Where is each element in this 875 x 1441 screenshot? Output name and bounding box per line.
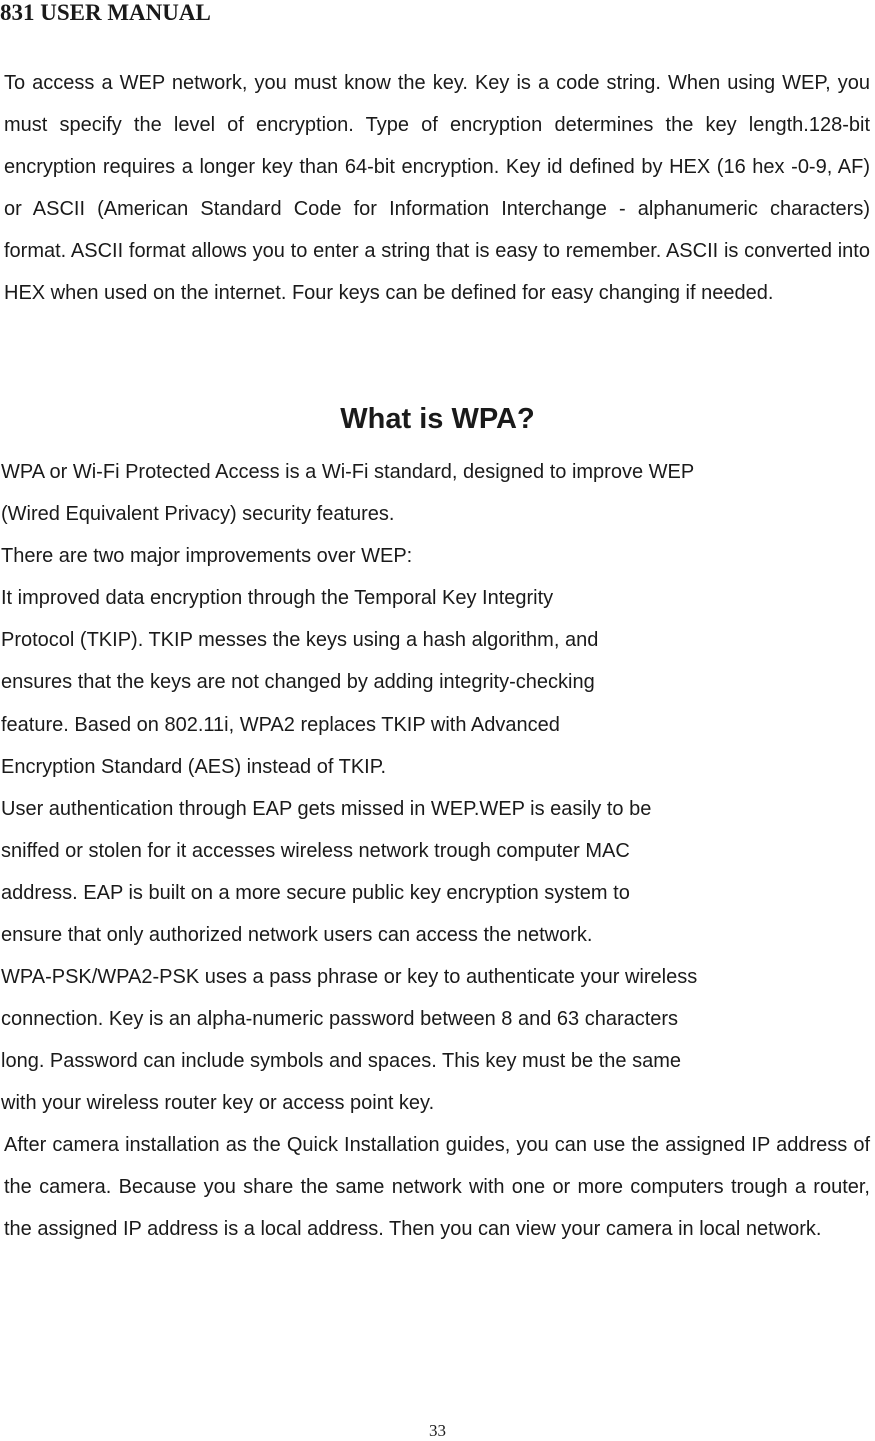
wpa-line: long. Password can include symbols and spaces. This key must be the same <box>1 1050 681 1073</box>
page-number: 33 <box>429 1421 446 1440</box>
wpa-line: User authentication through EAP gets missed in WEP.WEP is easily to be <box>1 797 652 820</box>
wpa-line: feature. Based on 802.11i, WPA2 replaces TKIP with Advanced <box>1 713 560 736</box>
wep-paragraph: To access a WEP network, you must know the key. Key is a code string. When using WEP, you must specify the level of encryption. Type of encryption determines the key length.128-bit encryption requires a longer key than 64-bit encryption. Key id defined by HEX (16 hex -0-9, AF) or ASCII (American Standard Code for Information Interchange - alphanumeric characters) format. ASCII format allows you to enter a string that is easy to remember. ASCII is converted into HEX when used on the internet. Four keys can be defined for easy changing if needed. <box>4 72 870 304</box>
wpa-line: ensure that only authorized network users can access the network. <box>1 924 593 947</box>
wpa-line: sniffed or stolen for it accesses wireless network trough computer MAC <box>1 839 630 862</box>
wpa-line: address. EAP is built on a more secure public key encryption system to <box>1 881 630 904</box>
wpa-section-heading: What is WPA? <box>340 403 535 435</box>
wpa-line: (Wired Equivalent Privacy) security features. <box>1 503 395 526</box>
wpa-line: ensures that the keys are not changed by adding integrity-checking <box>1 671 595 694</box>
wpa-line: Encryption Standard (AES) instead of TKIP. <box>1 755 387 778</box>
camera-paragraph: After camera installation as the Quick Installation guides, you can use the assigned IP address of the camera. Because you share the same network with one or more computers trough a router, the assigned IP address is a local address. Then you can view your camera in local network. <box>4 1134 870 1240</box>
wpa-line: WPA or Wi-Fi Protected Access is a Wi-Fi standard, designed to improve WEP <box>1 461 695 483</box>
wpa-line: with your wireless router key or access point key. <box>1 1092 435 1115</box>
wpa-line: It improved data encryption through the Temporal Key Integrity <box>1 587 554 610</box>
wpa-line: There are two major improvements over WEP: <box>1 545 413 568</box>
wpa-section-body <box>1 451 873 1125</box>
wpa-line: Protocol (TKIP). TKIP messes the keys using a hash algorithm, and <box>1 629 599 652</box>
manual-header-title: 831 USER MANUAL <box>0 0 211 25</box>
wpa-line: WPA-PSK/WPA2-PSK uses a pass phrase or key to authenticate your wireless <box>1 966 698 989</box>
wpa-line: connection. Key is an alpha-numeric password between 8 and 63 characters <box>1 1008 679 1031</box>
